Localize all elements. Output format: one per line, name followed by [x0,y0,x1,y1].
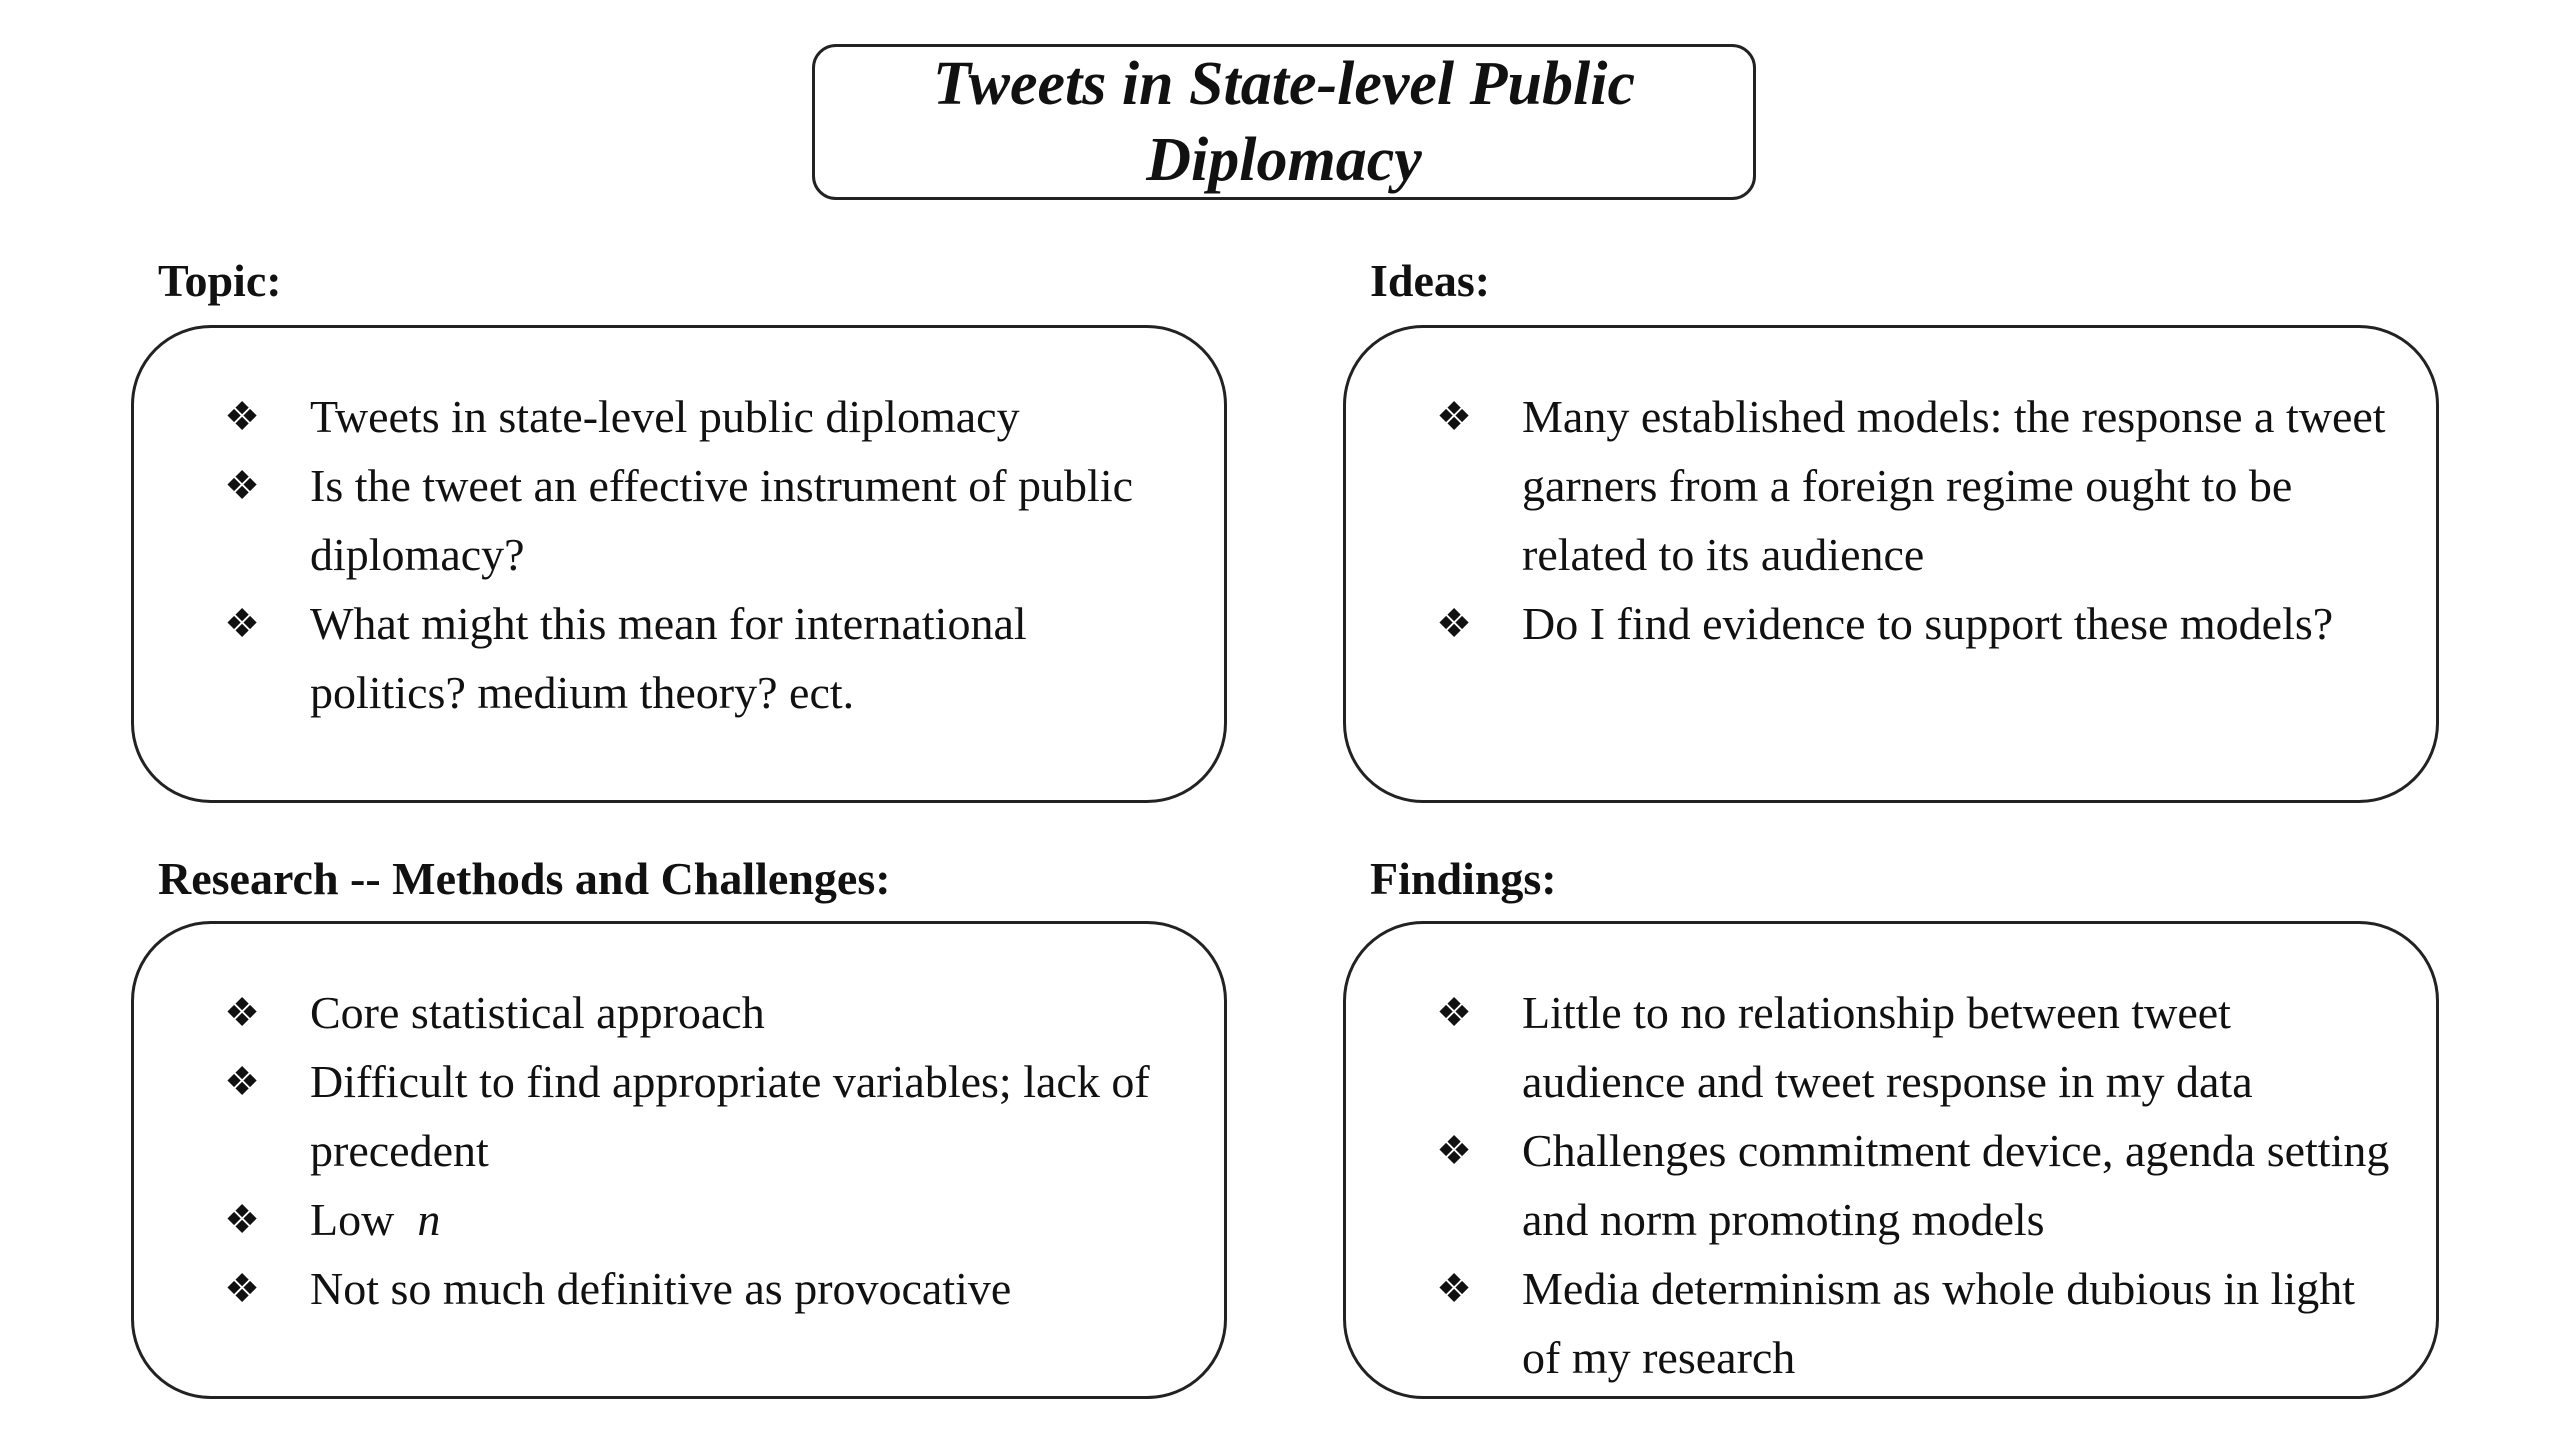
diamond-bullet-icon: ❖ [224,1197,260,1242]
research-item [222,978,1184,1047]
ideas-label: Ideas: [1370,255,1491,306]
findings-item [1434,978,2396,1116]
topic-panel [131,325,1227,803]
findings-item-text: Media determinism as whole dubious in light of my research [1522,1263,2356,1383]
topic-item [222,451,1184,589]
ideas-item-text: Do I find evidence to support these models? [1522,598,2334,649]
topic-item-text: Tweets in state-level public diplomacy [310,391,1020,442]
topic-item-text: What might this mean for international politics? medium theory? ect. [310,598,1027,718]
diamond-bullet-icon: ❖ [224,1266,260,1311]
topic-item [222,589,1184,727]
topic-list [222,382,1184,727]
research-item-text: Difficult to find appropriate variables; lack of precedent [310,1056,1150,1176]
topic-item-text: Is the tweet an effective instrument of public diplomacy? [310,460,1134,580]
findings-panel [1343,921,2439,1399]
topic-label: Topic: [158,255,282,306]
diamond-bullet-icon: ❖ [224,463,260,508]
research-item [222,1047,1184,1185]
research-list [222,978,1184,1323]
diamond-bullet-icon: ❖ [224,1059,260,1104]
topic-item [222,382,1184,451]
research-panel [131,921,1227,1399]
research-item [222,1254,1184,1323]
findings-item-text: Little to no relationship between tweet audience and tweet response in my data [1522,987,2253,1107]
title-line-1: Tweets in State-level Public [933,50,1635,118]
research-label: Research -- Methods and Challenges: [158,853,891,904]
ideas-item-text: Many established models: the response a tweet garners from a foreign regime ought to be related to its audience [1522,391,2386,580]
findings-item [1434,1254,2396,1392]
ideas-item [1434,382,2396,589]
research-item-text: Low [310,1194,395,1245]
diamond-bullet-icon: ❖ [224,394,260,439]
research-item-text: Not so much definitive as provocative [310,1263,1012,1314]
findings-item-text: Challenges commitment device, agenda setting and norm promoting models [1522,1125,2390,1245]
diamond-bullet-icon: ❖ [1436,601,1472,646]
title-line-2: Diplomacy [1146,126,1422,194]
diamond-bullet-icon: ❖ [224,990,260,1035]
findings-label: Findings: [1370,853,1557,904]
research-item-text: Core statistical approach [310,987,765,1038]
diamond-bullet-icon: ❖ [224,601,260,646]
diagram-title-box [812,44,1756,200]
findings-list [1434,978,2396,1392]
diamond-bullet-icon: ❖ [1436,990,1472,1035]
diamond-bullet-icon: ❖ [1436,1128,1472,1173]
ideas-list [1434,382,2396,658]
research-item [222,1185,1184,1254]
diamond-bullet-icon: ❖ [1436,394,1472,439]
research-item-italic-n: n [405,1194,441,1245]
diamond-bullet-icon: ❖ [1436,1266,1472,1311]
ideas-panel [1343,325,2439,803]
findings-item [1434,1116,2396,1254]
ideas-item [1434,589,2396,658]
